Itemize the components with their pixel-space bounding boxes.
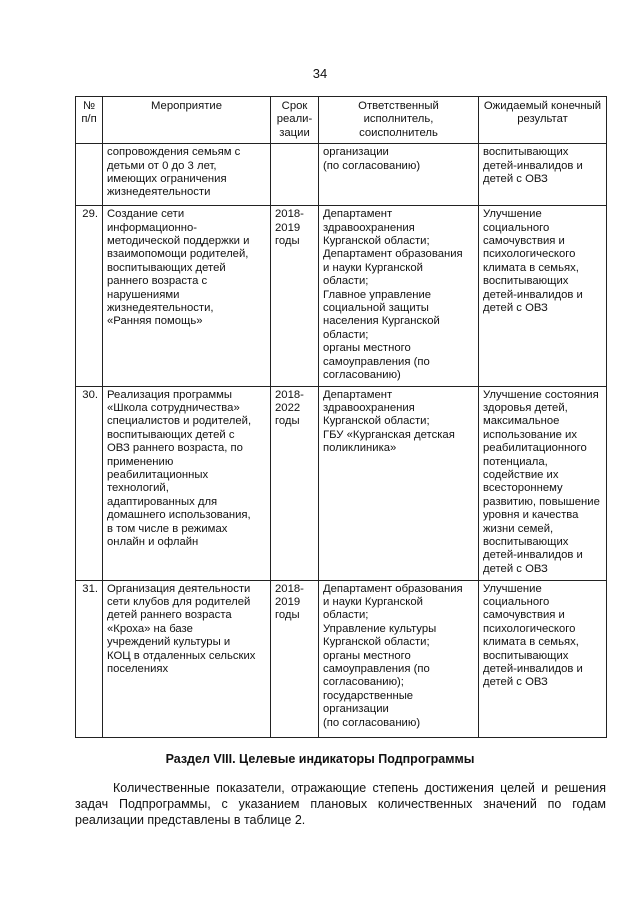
row-event: Реализация программы «Школа сотрудничества» специалистов и родителей, воспитывающих детей с ОВЗ раннего возраста, по применению реабилитационных технологий, адаптированных для домашнего использования, в том числе в режимах онлайн и офлайн [103,386,271,580]
row-term: 2018- 2022 годы [271,386,319,580]
row-result: Улучшение социального самочувствия и психологического климата в семьях, воспитывающих детей-инвалидов и детей с ОВЗ [479,206,607,386]
row-responsible: Департамент здравоохранения Курганской области; Департамент образования и науки Курганской области; Главное управление социальной защиты населения Курганской области; органы местного самоуправления (по согласованию) [319,206,479,386]
row-responsible: Департамент здравоохранения Курганской области; ГБУ «Курганская детская поликлиника» [319,386,479,580]
body-paragraph: Количественные показатели, отражающие степень достижения целей и решения задач Подпрограммы, с указанием плановых количественных значений по годам реализации представлены в таблице 2. [75,781,606,827]
page-number: 34 [312,66,328,81]
table-row [76,386,607,580]
row-responsible: организации (по согласованию) [319,144,479,206]
row-result: воспитывающих детей-инвалидов и детей с ОВЗ [479,144,607,206]
row-number: 29. [76,206,103,386]
row-event: Организация деятельности сети клубов для родителей детей раннего возраста «Кроха» на базе учреждений культуры и КОЦ в отдаленных сельских поселениях [103,580,271,737]
row-event: сопровождения семьям с детьми от 0 до 3 лет, имеющих ограничения жизнедеятельности [103,144,271,206]
row-result: Улучшение состояния здоровья детей, максимальное использование их реабилитационного потенциала, содействие их всестороннему развитию, повышение уровня и качества жизни семей, воспитывающих детей-инвалидов и детей с ОВЗ [479,386,607,580]
table-row [76,144,607,206]
header-result: Ожидаемый конечный результат [479,97,607,144]
section-title: Раздел VIII. Целевые индикаторы Подпрограммы [165,752,475,766]
row-term [271,144,319,206]
row-number [76,144,103,206]
row-number: 30. [76,386,103,580]
header-number: № п/п [76,97,103,144]
table-row [76,580,607,737]
header-event: Мероприятие [103,97,271,144]
header-responsible: Ответственный исполнитель, соисполнитель [319,97,479,144]
activities-table [75,96,607,738]
row-term: 2018- 2019 годы [271,580,319,737]
table-row [76,206,607,386]
table-header-row [76,97,607,144]
row-result: Улучшение социального самочувствия и психологического климата в семьях, воспитывающих детей-инвалидов и детей с ОВЗ [479,580,607,737]
row-event: Создание сети информационно- методической поддержки и взаимопомощи родителей, воспитывающих детей раннего возраста с нарушениями жизнедеятельности, «Ранняя помощь» [103,206,271,386]
header-term: Срок реали- зации [271,97,319,144]
row-responsible: Департамент образования и науки Курганской области; Управление культуры Курганской области; органы местного самоуправления (по согласованию); государственные организации (по согласованию) [319,580,479,737]
row-term: 2018- 2019 годы [271,206,319,386]
row-number: 31. [76,580,103,737]
